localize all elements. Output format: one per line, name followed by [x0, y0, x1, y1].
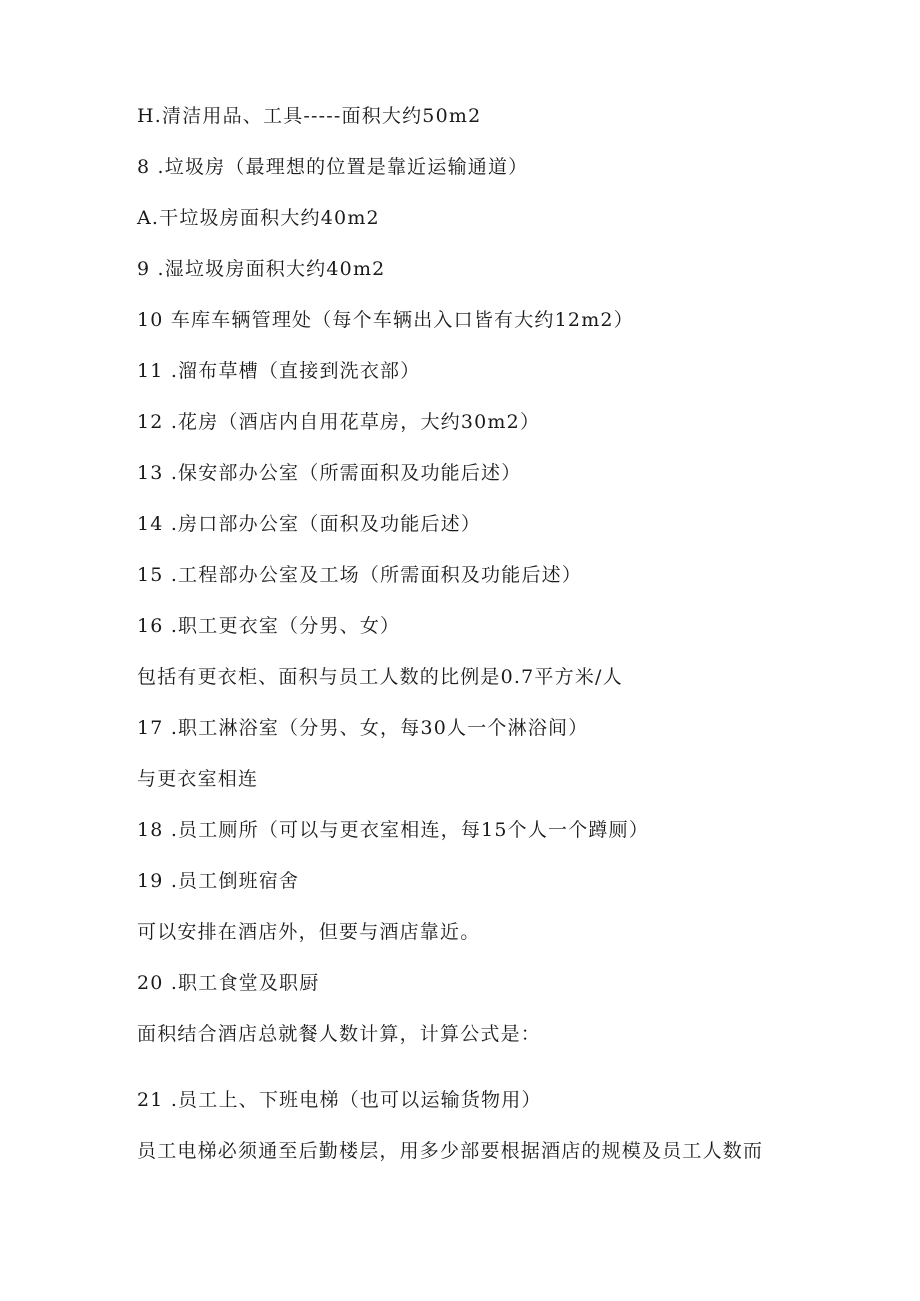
text-line-item-18: 18 .员工厕所（可以与更衣室相连，每15个人一个蹲厕）	[137, 819, 650, 841]
text-line-canteen-formula: 面积结合酒店总就餐人数计算，计算公式是：	[137, 1023, 542, 1045]
text-line-item-15: 15 .工程部办公室及工场（所需面积及功能后述）	[137, 564, 583, 586]
text-line-item-8: 8 .垃圾房（最理想的位置是靠近运输通道）	[137, 156, 529, 178]
text-line-locker-ratio: 包括有更衣柜、面积与员工人数的比例是0.7平方米/人	[137, 666, 623, 688]
text-line-item-13: 13 .保安部办公室（所需面积及功能后述）	[137, 462, 522, 484]
text-line-elevator-note: 员工电梯必须通至后勤楼层，用多少部要根据酒店的规模及员工人数而	[137, 1140, 764, 1162]
text-line-item-20: 20 .职工食堂及职厨	[137, 972, 320, 994]
text-line-item-19: 19 .员工倒班宿舍	[137, 870, 300, 892]
text-line-dry-garbage: A.干垃圾房面积大约40m2	[137, 207, 380, 229]
text-line-item-21: 21 .员工上、下班电梯（也可以运输货物用）	[137, 1089, 542, 1111]
text-line-item-10: 10 车库车辆管理处（每个车辆出入口皆有大约12m2）	[137, 309, 634, 331]
text-line-dormitory-location: 可以安排在酒店外，但要与酒店靠近。	[137, 921, 481, 943]
text-line-item-9: 9 .湿垃圾房面积大约40m2	[137, 258, 386, 280]
text-line-item-12: 12 .花房（酒店内自用花草房，大约30m2）	[137, 411, 541, 433]
text-line-item-14: 14 .房口部办公室（面积及功能后述）	[137, 513, 482, 535]
text-line-item-11: 11 .溜布草槽（直接到洗衣部）	[137, 360, 421, 382]
text-line-item-17: 17 .职工淋浴室（分男、女，每30人一个淋浴间）	[137, 717, 589, 739]
text-line-connected-locker: 与更衣室相连	[137, 768, 259, 790]
text-line-cleaning-supplies: H.清洁用品、工具-----面积大约50m2	[137, 105, 482, 127]
text-line-item-16: 16 .职工更衣室（分男、女）	[137, 615, 401, 637]
